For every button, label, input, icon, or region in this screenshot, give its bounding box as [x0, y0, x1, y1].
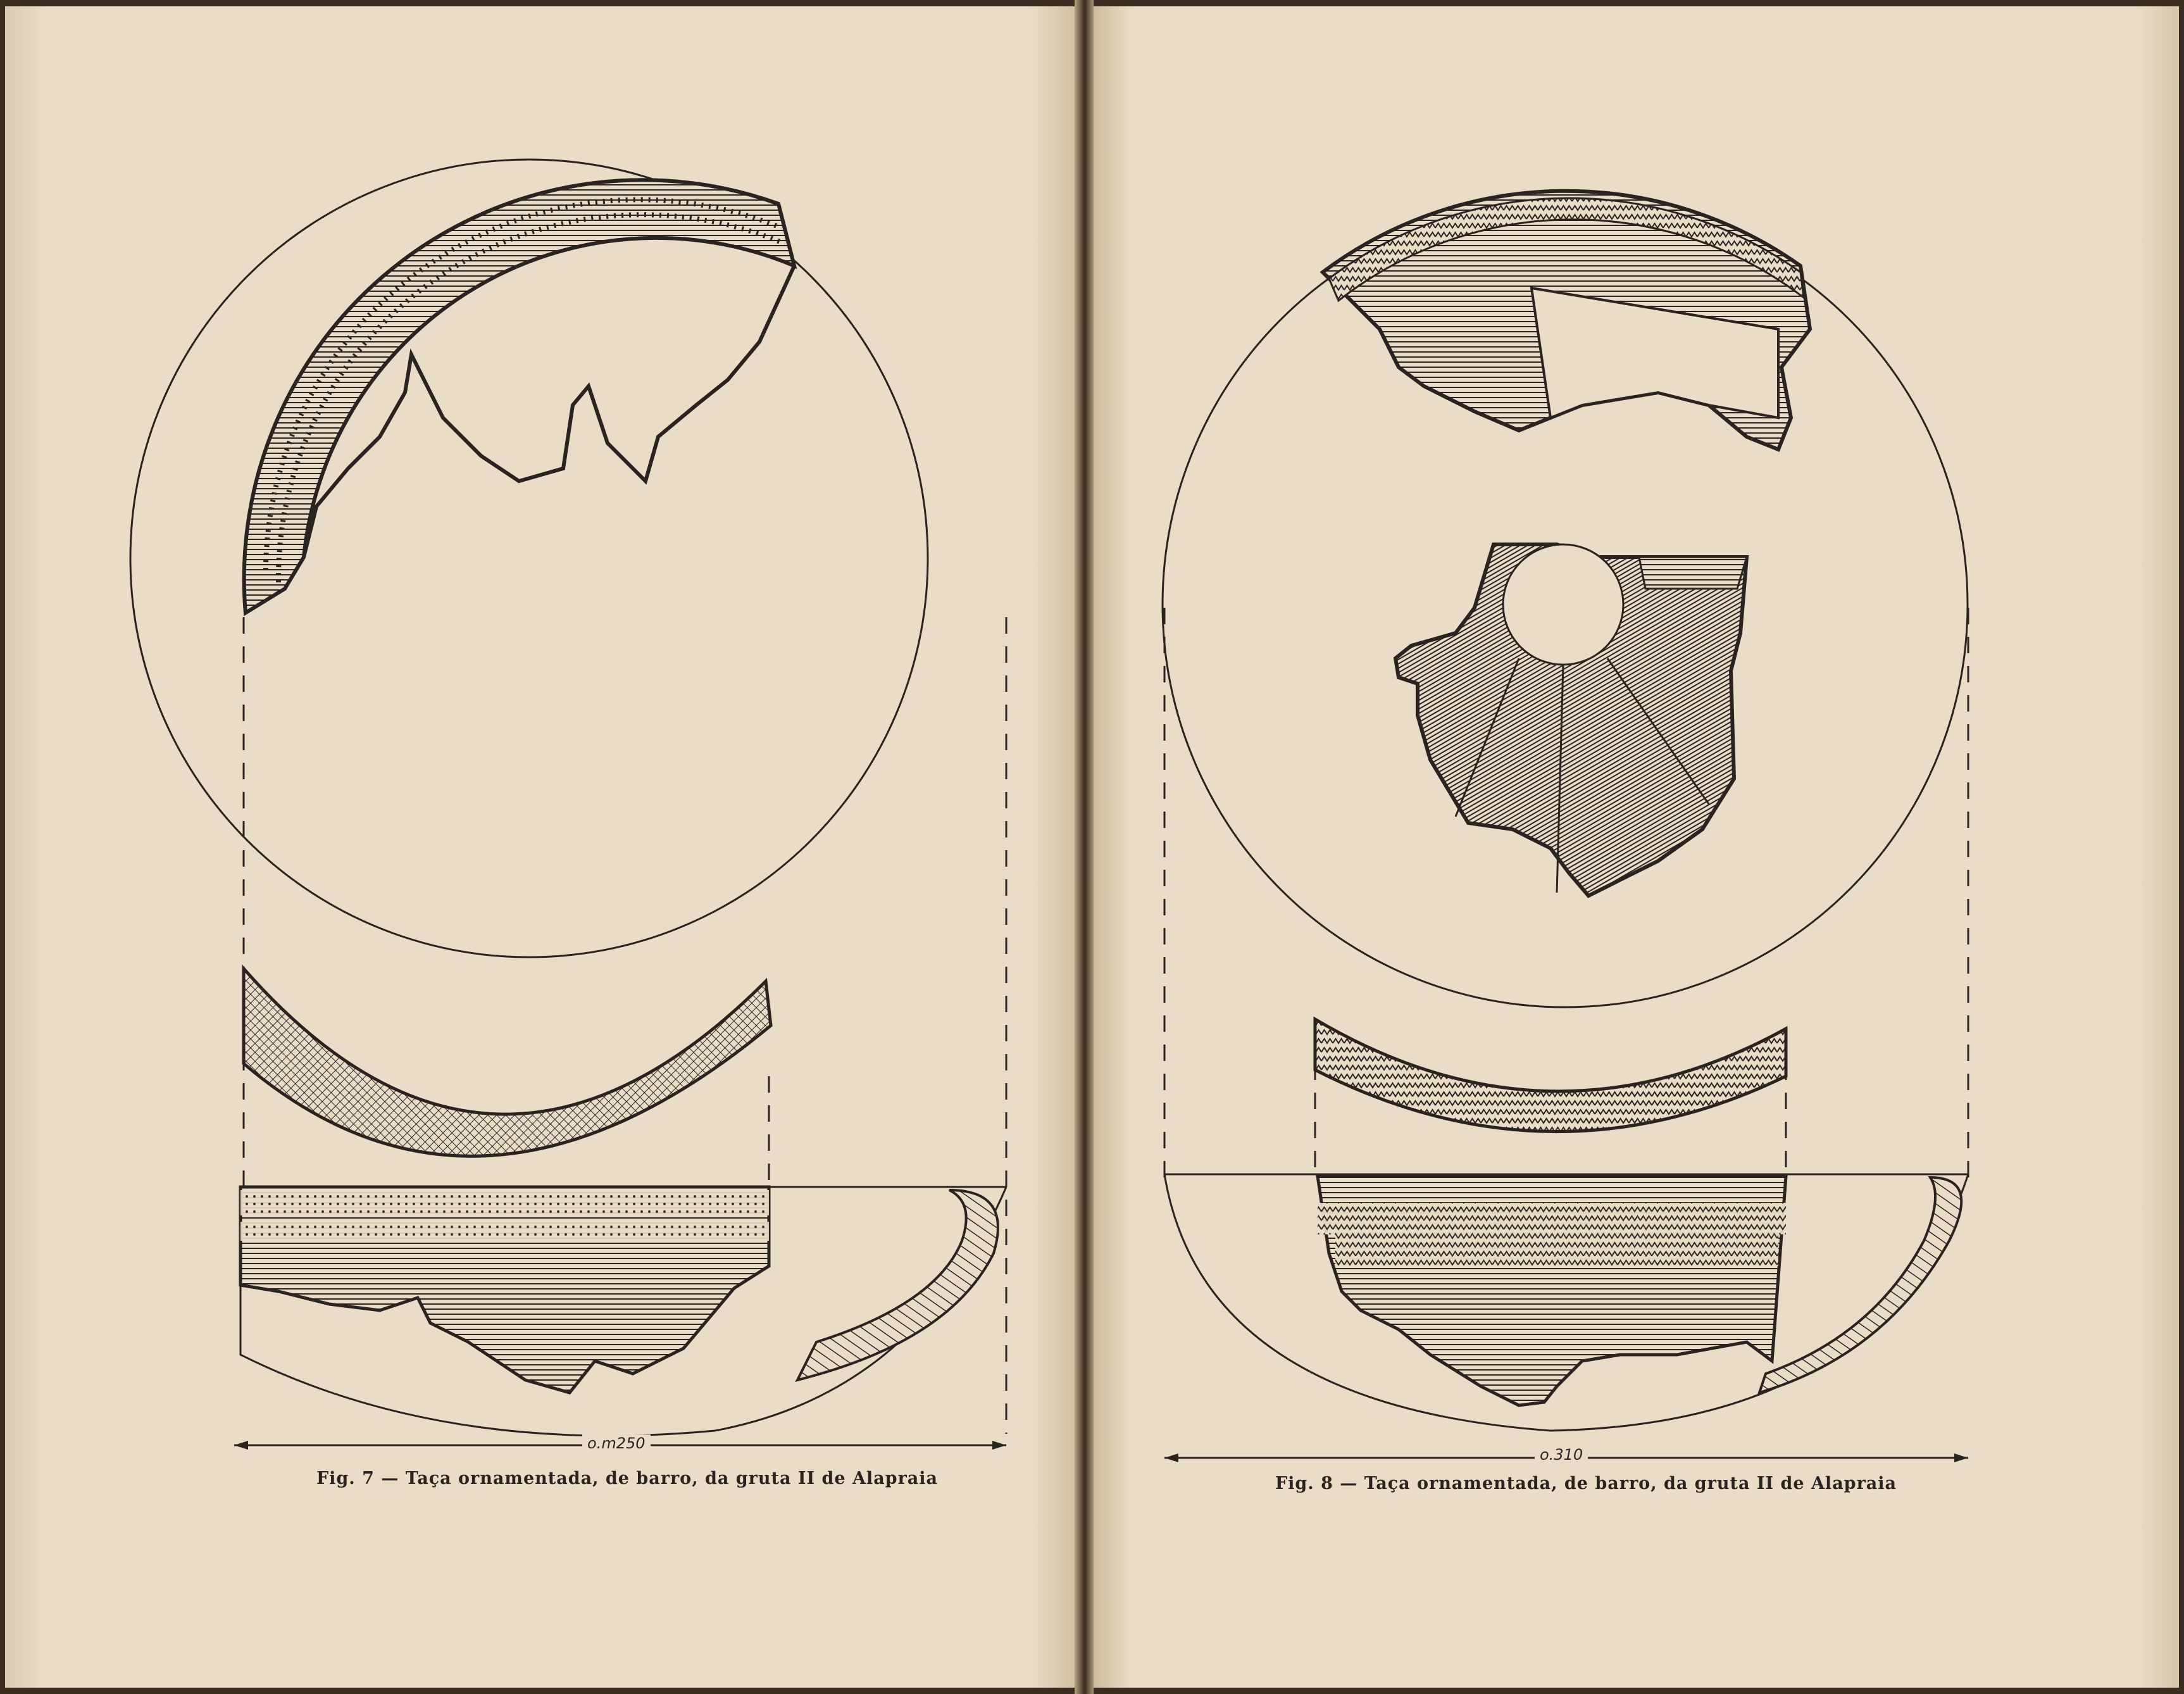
fig8-section [1315, 1019, 1786, 1132]
fig7-caption: Fig. 7 — Taça ornamentada, de barro, da gruta II de Alapraia [316, 1469, 939, 1488]
fig7-profile-decor [240, 1187, 769, 1393]
fig8-drawing [1163, 191, 1968, 1462]
fig7-measurement: o.m250 [582, 1434, 651, 1452]
fig8-caption: Fig. 8 — Taça ornamentada, de barro, da gruta II de Alapraia [1275, 1474, 1897, 1493]
fig8-measurement: o.310 [1535, 1446, 1588, 1464]
fig7-section [244, 969, 771, 1156]
fig7-drawing [130, 160, 1006, 1450]
